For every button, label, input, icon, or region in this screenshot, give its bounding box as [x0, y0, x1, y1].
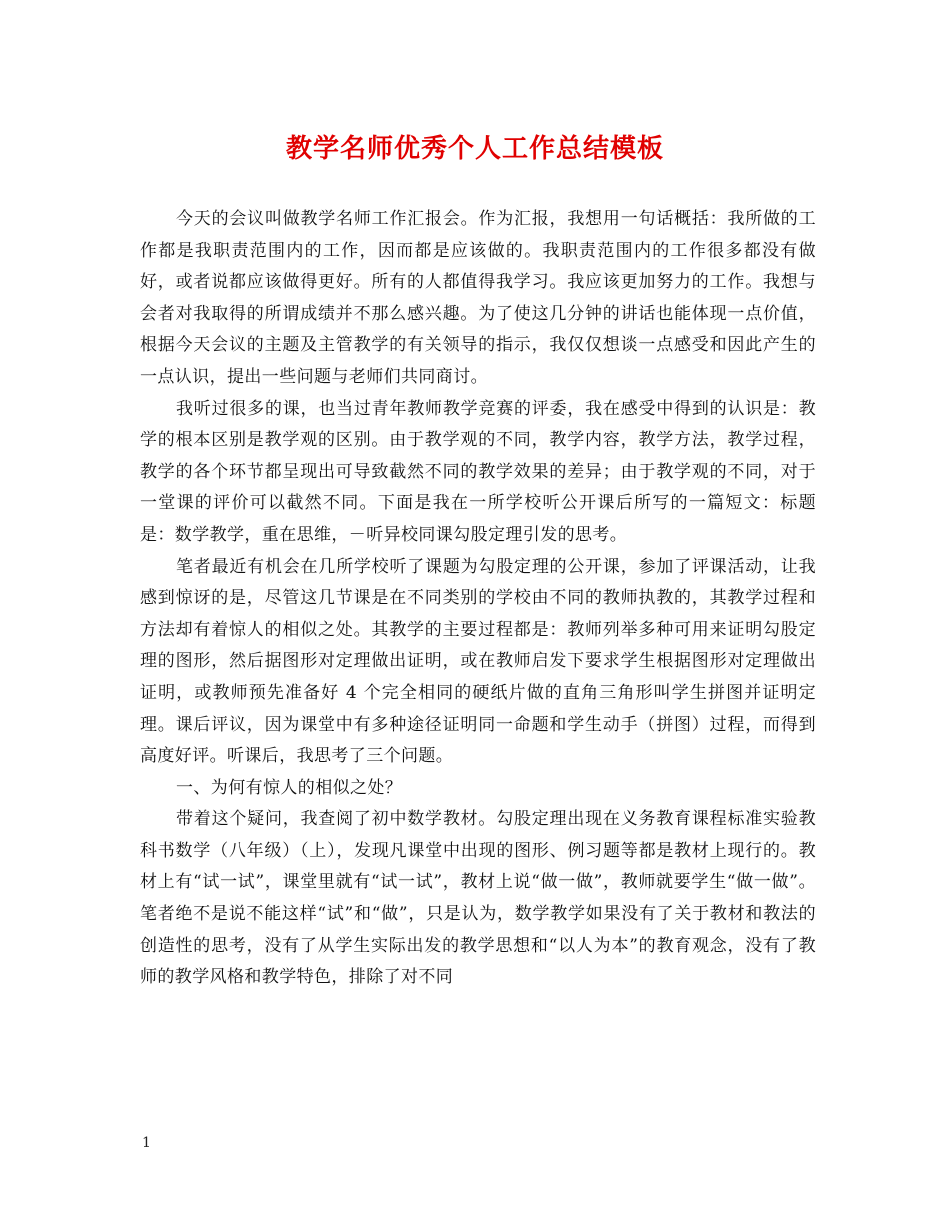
page-number: 1 — [142, 1135, 151, 1151]
paragraph-1: 今天的会议叫做教学名师工作汇报会。作为汇报，我想用一句话概括：我所做的工作都是我职责范围内的工作，因而都是应该做的。我职责范围内的工作很多都没有做好，或者说都应该做得更好。所有的人都值得我学习。我应该更加努力的工作。我想与会者对我取得的所谓成绩并不那么感兴趣。为了使这几分钟的讲话也能体现一点价值，根据今天会议的主题及主管教学的有关领导的指示，我仅仅想谈一点感受和因此产生的一点认识，提出一些问题与老师们共同商讨。 — [140, 209, 816, 387]
document-body — [140, 204, 816, 994]
section-heading-1: 一、为何有惊人的相似之处？ — [176, 777, 403, 798]
paragraph-4: 带着这个疑问，我查阅了初中数学教材。勾股定理出现在义务教育课程标准实验教科书数学（八年级）（上），发现凡课堂中出现的图形、例习题等都是教材上现行的。教材上有“试一试”，课堂里就有“试一试”，教材上说“做一做”，教师就要学生“做一做”。笔者绝不是说不能这样“试”和“做”，只是认为，数学教学如果没有了关于教材和教法的创造性的思考，没有了从学生实际出发的教学思想和“以人为本”的教育观念，没有了教师的教学风格和教学特色，排除了对不同 — [140, 809, 816, 988]
paragraph-2: 我听过很多的课，也当过青年教师教学竞赛的评委，我在感受中得到的认识是：教学的根本区别是教学观的区别。由于教学观的不同，教学内容，教学方法，教学过程，教学的各个环节都呈现出可导致截然不同的教学效果的差异；由于教学观的不同，对于一堂课的评价可以截然不同。下面是我在一所学校听公开课后所写的一篇短文：标题是：数学教学，重在思维，－听异校同课勾股定理引发的思考。 — [140, 398, 816, 545]
paragraph-3: 笔者最近有机会在几所学校听了课题为勾股定理的公开课，参加了评课活动，让我感到惊讶的是，尽管这几节课是在不同类别的学校由不同的教师执教的，其教学过程和方法却有着惊人的相似之处。其教学的主要过程都是：教师列举多种可用来证明勾股定理的图形，然后据图形对定理做出证明，或在教师启发下要求学生根据图形对定理做出证明，或教师预先准备好 4 个完全相同的硬纸片做的直角三角形叫学生拼图并证明定理。课后评议，因为课堂中有多种途径证明同一命题和学生动手（拼图）过程，而得到高度好评。听课后，我思考了三个问题。 — [140, 556, 816, 767]
document-title: 教学名师优秀个人工作总结模板 — [285, 134, 664, 164]
